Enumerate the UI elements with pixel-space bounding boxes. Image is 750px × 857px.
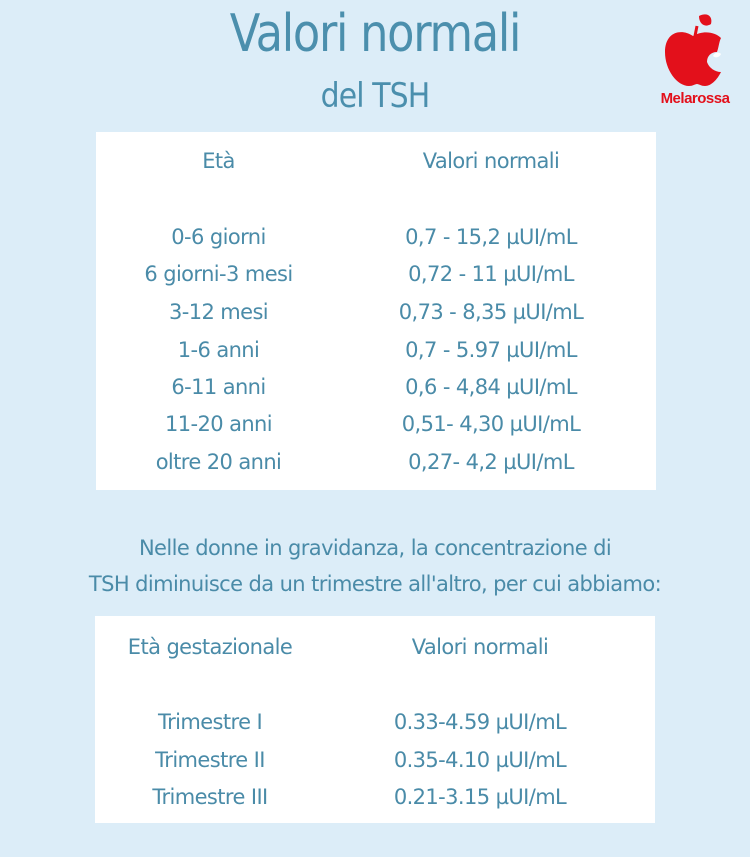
table-row-value: 0,7 - 5.97 µUI/mL <box>405 338 577 362</box>
table-row-age: 6 giorni-3 mesi <box>144 262 293 286</box>
table-row-value: 0,73 - 8,35 µUI/mL <box>398 300 584 324</box>
table-row-value: 0.33-4.59 µUI/mL <box>393 710 567 734</box>
table-header-age: Età <box>202 149 235 173</box>
table-row-age: 1-6 anni <box>177 338 260 362</box>
table-row-value: 0.21-3.15 µUI/mL <box>393 785 567 809</box>
table-row-age: 6-11 anni <box>171 375 266 399</box>
table-row-age: 3-12 mesi <box>168 300 269 324</box>
pregnancy-values-table <box>95 616 655 823</box>
table-row-value: 0,27- 4,2 µUI/mL <box>408 450 574 474</box>
table-header-values: Valori normali <box>411 635 549 659</box>
pregnancy-note-line-1: Nelle donne in gravidanza, la concentrazione di <box>138 536 612 560</box>
table-row-age: oltre 20 anni <box>155 450 282 474</box>
table-row-value: 0,51- 4,30 µUI/mL <box>401 412 581 436</box>
brand-logo <box>650 12 740 112</box>
table-row-value: 0,72 - 11 µUI/mL <box>408 262 574 286</box>
table-header-gestational-age: Età gestazionale <box>127 635 293 659</box>
table-row-trimester: Trimestre II <box>155 748 265 772</box>
page-title: Valori normali <box>229 4 521 64</box>
page-subtitle: del TSH <box>320 76 430 116</box>
table-row-age: 0-6 giorni <box>171 225 266 249</box>
age-values-table <box>96 132 656 490</box>
table-row-value: 0,7 - 15,2 µUI/mL <box>405 225 577 249</box>
table-row-age: 11-20 anni <box>164 412 273 436</box>
table-row-trimester: Trimestre III <box>152 785 268 809</box>
apple-icon <box>663 12 727 88</box>
table-header-values: Valori normali <box>422 149 560 173</box>
brand-name: Melarossa <box>660 90 730 107</box>
table-row-trimester: Trimestre I <box>157 710 263 734</box>
table-row-value: 0,6 - 4,84 µUI/mL <box>405 375 577 399</box>
pregnancy-note-line-2: TSH diminuisce da un trimestre all'altro, per cui abbiamo: <box>88 572 662 596</box>
table-row-value: 0.35-4.10 µUI/mL <box>393 748 567 772</box>
